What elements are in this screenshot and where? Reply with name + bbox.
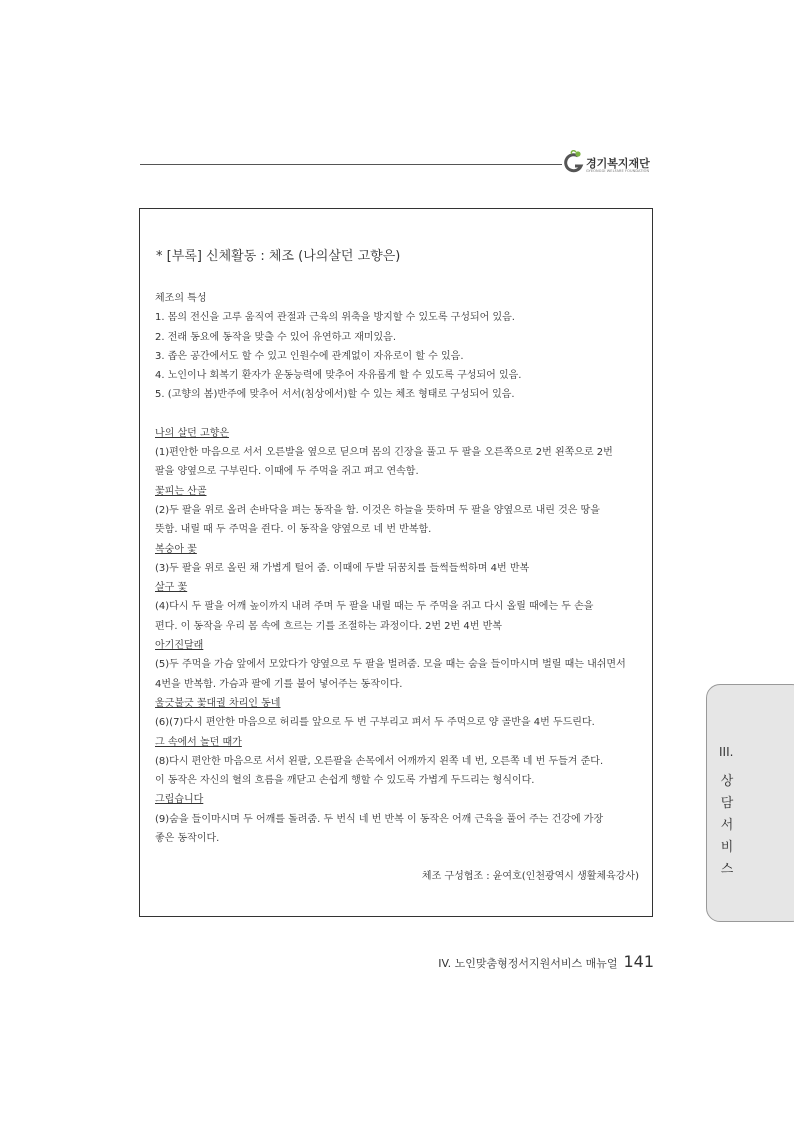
body-line: (1)편안한 마음으로 서서 오른발을 옆으로 딛으며 몸의 긴장을 풀고 두 팔을 오른쪽으로 2번 왼쪽으로 2번 (155, 447, 613, 459)
foundation-logo (563, 150, 658, 178)
song-lyric-heading: 그 속에서 놀던 때가 (155, 736, 242, 748)
appendix-title: * [부록] 신체활동 : 체조 (나의살던 고향은) (156, 249, 401, 264)
body-line: 이 동작은 자신의 혈의 흐름을 깨닫고 손쉽게 행할 수 있도록 가볍게 두드리는 형식이다. (155, 775, 535, 787)
body-line: 체조의 특성 (155, 293, 207, 304)
page-footer (438, 952, 654, 971)
body-line: (9)숨을 들이마시며 두 어깨를 돌려줌. 두 번식 네 번 반복 이 동작은 어깨 근육을 풀어 주는 건강에 가장 (155, 813, 604, 825)
chapter-title-vertical (719, 771, 735, 881)
body-line: (2)두 팔을 위로 올려 손바닥을 펴는 동작을 함. 이것은 하늘을 뜻하며 두 팔을 양옆으로 내린 것은 땅을 (155, 504, 600, 516)
chapter-title-char: 서 (720, 818, 734, 833)
chapter-title-char: 담 (720, 796, 734, 811)
body-line: 4번을 반복함. 가슴과 팔에 기를 불어 넣어주는 동작이다. (155, 678, 403, 690)
body-line: 1. 몸의 전신을 고루 움직여 관절과 근육의 위축을 방지할 수 있도록 구성되어 있음. (155, 312, 515, 324)
body-line: 2. 전래 동요에 동작을 맞출 수 있어 유연하고 재미있음. (155, 331, 397, 343)
song-lyric-heading: 나의 살던 고향은 (155, 427, 229, 439)
body-line: (8)다시 편안한 마음으로 서서 왼팔, 오른팔을 손목에서 어깨까지 왼쪽 네 번, 오른쪽 네 번 두들겨 준다. (155, 755, 604, 767)
body-line: (6)(7)다시 편안한 마음으로 허리를 앞으로 두 번 구부리고 펴서 두 주먹으로 양 골반을 4번 두드린다. (155, 717, 595, 729)
body-line: (4)다시 두 팔을 어깨 높이까지 내려 주며 두 팔을 내릴 때는 두 주먹을 쥐고 다시 올릴 때에는 두 손을 (155, 601, 594, 613)
credit-line: 체조 구성협조 : 윤여호(인천광역시 생활체육강사) (421, 871, 639, 882)
song-lyric-heading: 꽃피는 산골 (155, 485, 207, 497)
appendix-box (139, 208, 653, 917)
body-line: 5. (고향의 봄)반주에 맞추어 서서(침상에서)할 수 있는 체조 형태로 구성되어 있음. (155, 389, 515, 401)
body-line: (3)두 팔을 위로 올린 채 가볍게 털어 줌. 이때에 두발 뒤꿈치를 들썩들썩하며 4번 반복 (155, 562, 530, 574)
song-lyric-heading: 아기진달래 (155, 640, 204, 652)
body-line: 편다. 이 동작을 우리 몸 속에 흐르는 기를 조절하는 과정이다. 2번 2번 4번 반복 (155, 620, 502, 632)
logo-name: 경기복지재단 (586, 157, 650, 170)
logo-subtitle: GYEONGGI WELFARE FOUNDATION (586, 169, 650, 173)
body-line: 뜻함. 내릴 때 두 주먹을 쥔다. 이 동작을 양옆으로 네 번 반복함. (155, 524, 432, 536)
page-number: 141 (623, 952, 654, 971)
song-lyric-heading: 복숭아 꽃 (155, 543, 197, 555)
body-line: 팔을 양옆으로 구부린다. 이때에 두 주먹을 쥐고 펴고 연속함. (155, 466, 419, 478)
song-lyric-heading: 울긋불긋 꽃대궐 차리인 동네 (155, 697, 281, 709)
chapter-number: III. (719, 745, 734, 759)
body-line: 좋은 동작이다. (155, 833, 220, 845)
body-line: 3. 좁은 공간에서도 할 수 있고 인원수에 관계없이 자유로이 할 수 있음. (155, 350, 464, 362)
chapter-title-char: 스 (720, 862, 734, 877)
footer-title: IV. 노인맞춤형정서지원서비스 매뉴얼 (438, 957, 618, 970)
chapter-title-char: 비 (720, 840, 734, 855)
chapter-side-tab[interactable] (706, 684, 794, 922)
song-lyric-heading: 그립습니다 (155, 794, 204, 806)
chapter-title-char: 상 (720, 774, 734, 789)
header-rule (140, 164, 562, 165)
logo-mark-icon (563, 150, 585, 176)
appendix-body (155, 289, 643, 848)
body-line: 4. 노인이나 회복기 환자가 운동능력에 맞추어 자유롭게 할 수 있도록 구성되어 있음. (155, 370, 522, 382)
spacer (155, 405, 643, 424)
body-line: (5)두 주먹을 가슴 앞에서 모았다가 양옆으로 두 팔을 벌려줌. 모을 때는 숨을 들이마시며 벌릴 때는 내쉬면서 (155, 659, 626, 671)
song-lyric-heading: 살구 꽃 (155, 582, 188, 594)
